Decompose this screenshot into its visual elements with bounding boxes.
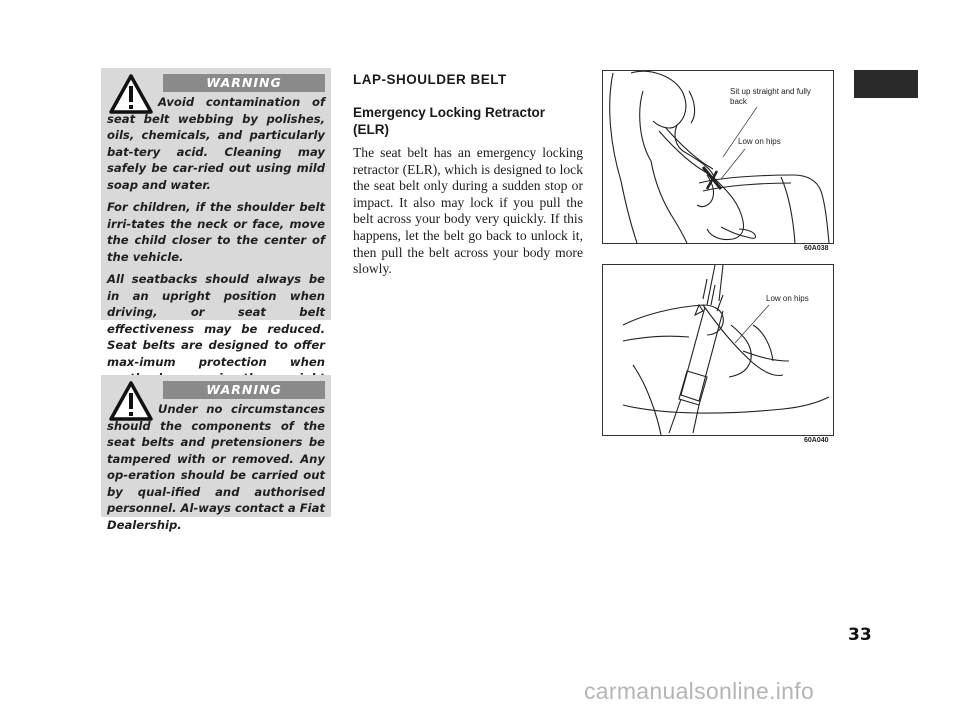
watermark: carmanualsonline.info <box>584 678 815 704</box>
figure-callout: Low on hips <box>738 137 781 146</box>
page-number: 33 <box>848 625 872 645</box>
warning-paragraph: Avoid contamination of seat belt webbing by polishes, oils, chemicals, and particularly bat-tery acid. Cleaning may safely be car-ried out using mild soap and water. <box>107 95 325 192</box>
warning-paragraph: Under no circumstances should the components of the seat belts and pretensioners be tampered with or removed. Any op-eration should be carried out by qual-ified and authorised personnel. Al-ways contact a Fiat Dealership. <box>107 402 325 532</box>
warning-paragraph: For children, if the shoulder belt irri-tates the neck or face, move the child closer to the center of the vehicle. <box>107 200 325 264</box>
section-body: The seat belt has an emergency locking retractor (ELR), which is designed to lock the seat belt only during a sudden stop or impact. It also may lock if you pull the belt across your body very quickly. If this happens, let the belt go back to unlock it, then pull the belt across your body more slowly. <box>353 145 583 277</box>
figure-seated-passenger <box>602 70 834 244</box>
figure-callout: Sit up straight and fully back <box>730 87 811 106</box>
warning-box-2 <box>101 375 331 532</box>
warning-header: WARNING <box>163 381 325 399</box>
section-title: LAP-SHOULDER BELT <box>353 72 507 87</box>
warning-paragraph: All seatbacks should always be in an upright position when driving, or seat belt effectiveness may be reduced. Seat belts are designed to offer max-imum protection when <box>107 272 325 369</box>
figure-belt-buckle <box>602 264 834 436</box>
figure-callout: Low on hips <box>766 294 809 303</box>
warning-header: WARNING <box>163 74 325 92</box>
warning-triangle-icon <box>109 381 153 421</box>
section-subtitle: Emergency Locking Retractor (ELR) <box>353 105 546 137</box>
figure-code: 60A040 <box>804 437 829 444</box>
chapter-tab <box>854 70 918 98</box>
belt-buckle-illustration <box>603 265 833 435</box>
warning-box-1 <box>101 68 331 369</box>
warning-triangle-icon <box>109 74 153 114</box>
figure-code: 60A038 <box>804 245 829 252</box>
